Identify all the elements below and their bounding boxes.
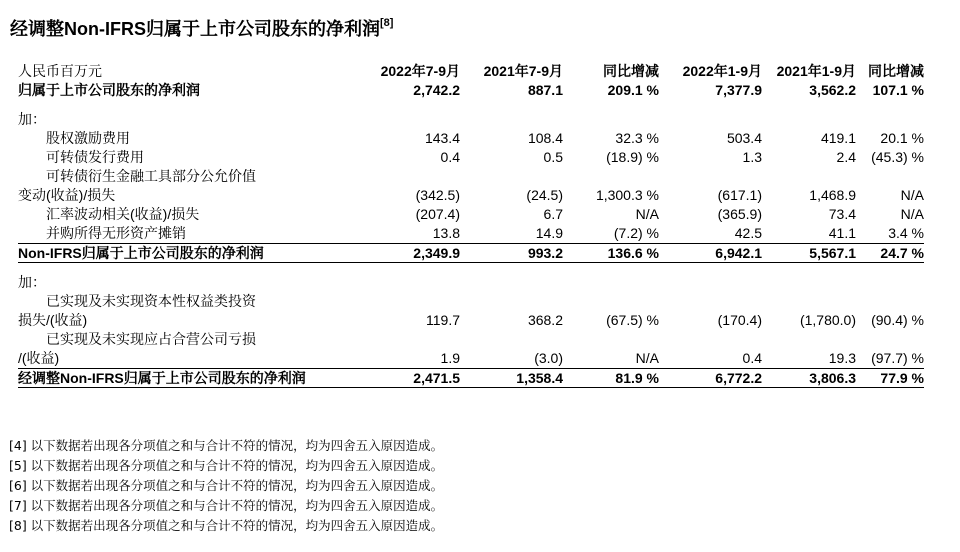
empty-cell	[856, 110, 924, 129]
value-cell: N/A	[900, 187, 924, 203]
value-cell: 209.1 %	[607, 82, 659, 98]
value-cell: 77.9 %	[856, 369, 924, 388]
empty-cell	[762, 167, 856, 186]
row-label: 加：	[18, 274, 46, 290]
value-cell: 1,468.9	[809, 187, 856, 203]
value-cell: 419.1	[820, 130, 856, 146]
footnotes	[9, 436, 443, 536]
footnote: [7] 以下数据若出现各分项值之和与合计不符的情况，均为四舍五入原因造成。	[9, 498, 444, 513]
empty-cell	[856, 263, 924, 274]
footnote: [6] 以下数据若出现各分项值之和与合计不符的情况，均为四舍五入原因造成。	[9, 478, 444, 493]
spacer-row	[18, 263, 924, 274]
value-cell: N/A	[635, 350, 659, 366]
value-cell: 73.4	[828, 206, 856, 222]
empty-cell	[659, 263, 762, 274]
empty-cell	[659, 110, 762, 129]
value-cell: 107.1 %	[872, 82, 924, 98]
value-cell: 81.9 %	[563, 369, 659, 388]
value-cell: 1.3	[742, 149, 762, 165]
value-cell: 1.9	[440, 350, 460, 366]
row-label: 并购所得无形资产摊销	[46, 225, 186, 241]
row-label: 已实现及未实现资本性权益类投资	[46, 293, 256, 309]
value-cell: 2,471.5	[348, 369, 460, 388]
value-cell: 2,349.9	[348, 244, 460, 263]
table-row	[18, 205, 924, 224]
header-row	[18, 62, 924, 81]
value-cell: 19.3	[828, 350, 856, 366]
empty-cell	[563, 330, 659, 349]
table-row	[18, 129, 924, 148]
value-cell: N/A	[635, 206, 659, 222]
column-header: 2022年7-9月	[380, 63, 460, 79]
table-row	[18, 311, 924, 330]
value-cell: (7.2) %	[613, 225, 659, 241]
page-title	[10, 15, 393, 41]
value-cell: 119.7	[426, 312, 460, 328]
value-cell: 6,772.2	[659, 369, 762, 388]
value-cell: 6,942.1	[659, 244, 762, 263]
empty-cell	[856, 167, 924, 186]
row-label: 已实现及未实现应占合营公司亏损	[46, 331, 256, 347]
empty-cell	[659, 330, 762, 349]
row-label: /(收益)	[18, 350, 60, 366]
empty-cell	[348, 167, 460, 186]
row-label: 经调整Non-IFRS归属于上市公司股东的净利润	[18, 369, 348, 388]
value-cell: 0.4	[440, 149, 460, 165]
row-label: 汇率波动相关(收益)/损失	[46, 206, 200, 222]
column-header: 同比增减	[603, 63, 659, 79]
empty-cell	[460, 167, 563, 186]
title-footnote-ref: [8]	[379, 17, 394, 29]
table-row	[18, 186, 924, 205]
empty-cell	[563, 100, 659, 110]
empty-cell	[563, 167, 659, 186]
empty-cell	[348, 263, 460, 274]
value-cell: 6.7	[543, 206, 563, 222]
value-cell: 0.5	[543, 149, 563, 165]
value-cell: 503.4	[726, 130, 762, 146]
value-cell: (342.5)	[415, 187, 460, 203]
empty-cell	[348, 273, 460, 292]
empty-cell	[856, 292, 924, 311]
table-row	[18, 110, 924, 129]
footnote: [4] 以下数据若出现各分项值之和与合计不符的情况，均为四舍五入原因造成。	[9, 438, 444, 453]
value-cell: N/A	[900, 206, 924, 222]
value-cell: 1,358.4	[460, 369, 563, 388]
value-cell: 2.4	[836, 149, 856, 165]
value-cell: 3.4 %	[888, 225, 924, 241]
row-label: 归属于上市公司股东的净利润	[18, 82, 200, 98]
value-cell: (24.5)	[526, 187, 563, 203]
row-label: 变动(收益)/损失	[18, 187, 116, 203]
empty-cell	[762, 110, 856, 129]
value-cell: 41.1	[828, 225, 856, 241]
value-cell: 1,300.3 %	[595, 187, 659, 203]
empty-cell	[762, 292, 856, 311]
empty-cell	[460, 100, 563, 110]
value-cell: (18.9) %	[606, 149, 659, 165]
value-cell: 24.7 %	[856, 244, 924, 263]
value-cell: 887.1	[527, 82, 563, 98]
value-cell: (45.3) %	[871, 149, 924, 165]
table-row	[18, 148, 924, 167]
empty-cell	[659, 167, 762, 186]
empty-cell	[460, 273, 563, 292]
empty-cell	[460, 263, 563, 274]
row-label: 股权激励费用	[46, 130, 130, 146]
table-row	[18, 273, 924, 292]
value-cell: (170.4)	[717, 312, 762, 328]
table-row	[18, 167, 924, 186]
value-cell: 3,562.2	[809, 82, 856, 98]
empty-cell	[348, 110, 460, 129]
value-cell: 3,806.3	[762, 369, 856, 388]
empty-cell	[856, 273, 924, 292]
total-row	[18, 369, 924, 388]
empty-cell	[659, 273, 762, 292]
value-cell: (90.4) %	[871, 312, 924, 328]
table-row	[18, 349, 924, 369]
empty-cell	[659, 100, 762, 110]
value-cell: (3.0)	[534, 350, 563, 366]
unit-label: 人民币百万元	[18, 63, 102, 79]
footnote: [8] 以下数据若出现各分项值之和与合计不符的情况，均为四舍五入原因造成。	[9, 518, 444, 533]
value-cell: 14.9	[535, 225, 563, 241]
empty-cell	[762, 273, 856, 292]
value-cell: (207.4)	[415, 206, 460, 222]
value-cell: 42.5	[734, 225, 762, 241]
value-cell: 108.4	[527, 130, 563, 146]
value-cell: 20.1 %	[880, 130, 924, 146]
financial-table	[18, 62, 924, 388]
table-row	[18, 292, 924, 311]
row-label: 可转债衍生金融工具部分公允价值	[46, 168, 256, 184]
value-cell: 0.4	[742, 350, 762, 366]
title-text: 经调整Non-IFRS归属于上市公司股东的净利润	[10, 19, 380, 39]
row-label: 可转债发行费用	[46, 149, 144, 165]
spacer-row	[18, 100, 924, 110]
empty-cell	[563, 273, 659, 292]
column-header: 2021年1-9月	[776, 63, 856, 79]
row-label: Non-IFRS归属于上市公司股东的净利润	[18, 244, 348, 263]
empty-cell	[762, 263, 856, 274]
value-cell: (97.7) %	[871, 350, 924, 366]
value-cell: (365.9)	[717, 206, 762, 222]
table-row	[18, 224, 924, 244]
value-cell: (617.1)	[717, 187, 762, 203]
empty-cell	[762, 100, 856, 110]
empty-cell	[460, 330, 563, 349]
column-header: 同比增减	[868, 63, 924, 79]
row-label: 加：	[18, 111, 46, 127]
value-cell: (67.5) %	[606, 312, 659, 328]
empty-cell	[659, 292, 762, 311]
table-row	[18, 81, 924, 100]
value-cell: 5,567.1	[762, 244, 856, 263]
value-cell: 7,377.9	[715, 82, 762, 98]
empty-cell	[856, 330, 924, 349]
row-label: 损失/(收益)	[18, 312, 88, 328]
value-cell: 32.3 %	[615, 130, 659, 146]
value-cell: 2,742.2	[413, 82, 460, 98]
empty-cell	[460, 292, 563, 311]
value-cell: (1,780.0)	[799, 312, 856, 328]
empty-cell	[563, 292, 659, 311]
footnote: [5] 以下数据若出现各分项值之和与合计不符的情况，均为四舍五入原因造成。	[9, 458, 444, 473]
value-cell: 13.8	[432, 225, 460, 241]
value-cell: 993.2	[460, 244, 563, 263]
empty-cell	[762, 330, 856, 349]
empty-cell	[18, 263, 348, 274]
table-row	[18, 330, 924, 349]
empty-cell	[348, 292, 460, 311]
empty-cell	[563, 263, 659, 274]
empty-cell	[460, 110, 563, 129]
empty-cell	[856, 100, 924, 110]
column-header: 2021年7-9月	[483, 63, 563, 79]
empty-cell	[18, 100, 348, 110]
subtotal-row	[18, 244, 924, 263]
empty-cell	[563, 110, 659, 129]
value-cell: 136.6 %	[563, 244, 659, 263]
empty-cell	[348, 330, 460, 349]
value-cell: 143.4	[424, 130, 460, 146]
value-cell: 368.2	[527, 312, 563, 328]
column-header: 2022年1-9月	[682, 63, 762, 79]
empty-cell	[348, 100, 460, 110]
